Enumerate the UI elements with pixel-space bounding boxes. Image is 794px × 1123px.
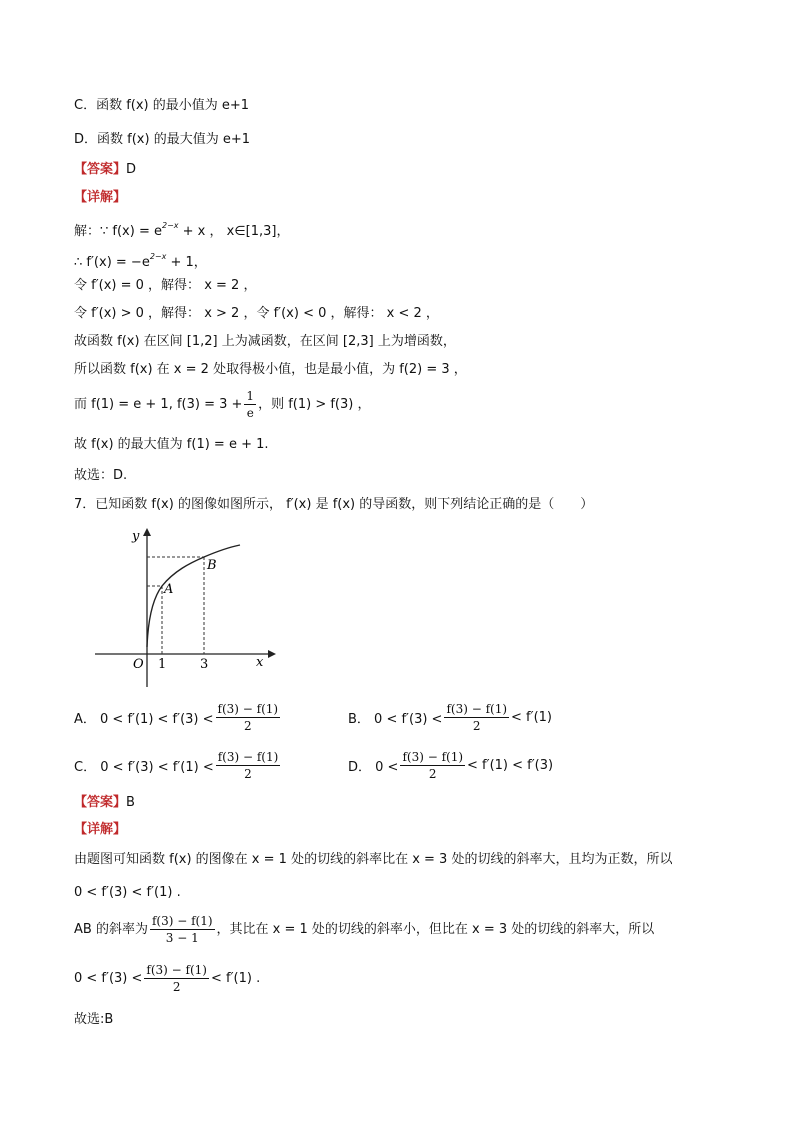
- answer-1: [74, 161, 136, 179]
- p4-fraction: [144, 962, 209, 995]
- explain-line-2: 0 < f′(3) < f′(1) .: [74, 885, 181, 900]
- function-graph: [90, 522, 280, 692]
- option-a: [74, 701, 282, 734]
- p3-text-a: AB 的斜率为: [74, 921, 148, 937]
- explain-line-5: 故选:B: [74, 1012, 114, 1027]
- s2-text: ∴ f′(x) = −e: [74, 255, 150, 270]
- option-d-fraction: [400, 749, 465, 782]
- option-b-pre: B． 0 < f′(3) <: [348, 712, 443, 727]
- option-b: [348, 701, 552, 734]
- option-b-fraction: [444, 701, 509, 734]
- frac-den: 2: [243, 719, 252, 733]
- solution-line-5: 故函数 f(x) 在区间 [1,2] 上为减函数，在区间 [2,3] 上为增函数，: [74, 334, 456, 349]
- frac-num: f(3) − f(1): [217, 702, 279, 716]
- point-b-label: B: [207, 558, 217, 573]
- option-c-line: C．函数 f(x) 的最小值为 e+1: [74, 98, 250, 113]
- y-label: y: [132, 529, 140, 544]
- answer-tag: 【答案】: [74, 795, 127, 810]
- option-d-pre: D． 0 <: [348, 760, 399, 775]
- fraction-1-over-e: [244, 388, 256, 421]
- frac-num: f(3) − f(1): [217, 750, 279, 764]
- solution-line-7: [74, 388, 370, 421]
- x-label: x: [256, 655, 264, 670]
- slope-ab-fraction: [150, 913, 215, 946]
- explain-line-1: 由题图可知函数 f(x) 的图像在 x = 1 处的切线的斜率比在 x = 3 处的切线的斜率大，且均为正数，所以: [74, 852, 673, 867]
- frac-num: 1: [246, 389, 255, 403]
- x-axis-arrow: [268, 650, 276, 658]
- question-7: 7．已知函数 f(x) 的图像如图所示， f′(x) 是 f(x) 的导函数，则下列结论正确的是（ ）: [74, 497, 594, 512]
- option-d-post: < f′(1) < f′(3): [467, 758, 554, 773]
- y-axis-arrow: [143, 528, 151, 536]
- s1-text-b: + x ， x∈[1,3]，: [178, 224, 290, 239]
- s1-exponent: 2−x: [161, 221, 179, 230]
- option-b-post: < f′(1): [511, 710, 552, 725]
- option-d-line: D．函数 f(x) 的最大值为 e+1: [74, 132, 250, 147]
- frac-num: f(3) − f(1): [146, 963, 207, 977]
- solution-line-1: [74, 217, 289, 241]
- answer-value: D: [126, 162, 137, 177]
- option-c: [74, 749, 282, 782]
- frac-den: 2: [172, 980, 181, 994]
- option-c-pre: C． 0 < f′(3) < f′(1) <: [74, 760, 214, 775]
- point-a-label: A: [164, 582, 174, 597]
- p4-text-a: 0 < f′(3) <: [74, 970, 143, 986]
- tick-1-label: 1: [158, 657, 167, 672]
- solution-line-4: 令 f′(x) > 0 ，解得： x > 2 ，令 f′(x) < 0 ，解得： x < 2 ，: [74, 306, 439, 321]
- explain-line-3: [74, 913, 654, 946]
- frac-den: 2: [244, 767, 252, 781]
- option-a-fraction: [216, 701, 281, 734]
- option-a-pre: A． 0 < f′(1) < f′(3) <: [74, 712, 214, 727]
- solution-line-6: 所以函数 f(x) 在 x = 2 处取得极小值，也是最小值，为 f(2) = 3 ，: [74, 362, 467, 377]
- frac-den: e: [246, 406, 254, 420]
- frac-num: f(3) − f(1): [151, 914, 213, 928]
- answer-tag: 【答案】: [74, 162, 127, 177]
- explain-line-4: [74, 962, 260, 995]
- answer-2: [74, 794, 135, 812]
- function-curve: [147, 545, 240, 647]
- frac-num: f(3) − f(1): [446, 702, 508, 716]
- frac-den: 3 − 1: [165, 931, 199, 945]
- detail-1-tag: 【详解】: [74, 190, 127, 205]
- s2-exponent: 2−x: [149, 252, 167, 261]
- origin-label: O: [133, 657, 144, 672]
- s7-text-a: 而 f(1) = e + 1, f(3) = 3 +: [74, 396, 243, 412]
- detail-2-tag: 【详解】: [74, 822, 127, 837]
- option-c-fraction: [216, 749, 281, 782]
- frac-num: f(3) − f(1): [402, 750, 464, 764]
- s7-text-b: ，则 f(1) > f(3) ，: [258, 396, 371, 412]
- solution-line-9: 故选：D.: [74, 468, 128, 483]
- solution-line-3: 令 f′(x) = 0 ，解得： x = 2 ，: [74, 278, 257, 293]
- answer-value: B: [126, 795, 135, 810]
- frac-den: 2: [428, 767, 437, 781]
- frac-den: 2: [472, 719, 481, 733]
- p4-text-b: < f′(1) .: [210, 970, 261, 986]
- s1-text: 解：∵ f(x) = e: [74, 224, 162, 239]
- solution-line-2: [74, 248, 207, 272]
- p3-text-b: ，其比在 x = 1 处的切线的斜率小，但比在 x = 3 处的切线的斜率大，所以: [216, 921, 655, 937]
- tick-3-label: 3: [200, 657, 209, 672]
- solution-line-8: 故 f(x) 的最大值为 f(1) = e + 1.: [74, 437, 269, 452]
- s2-text-b: + 1，: [166, 255, 207, 270]
- option-d: [348, 749, 553, 782]
